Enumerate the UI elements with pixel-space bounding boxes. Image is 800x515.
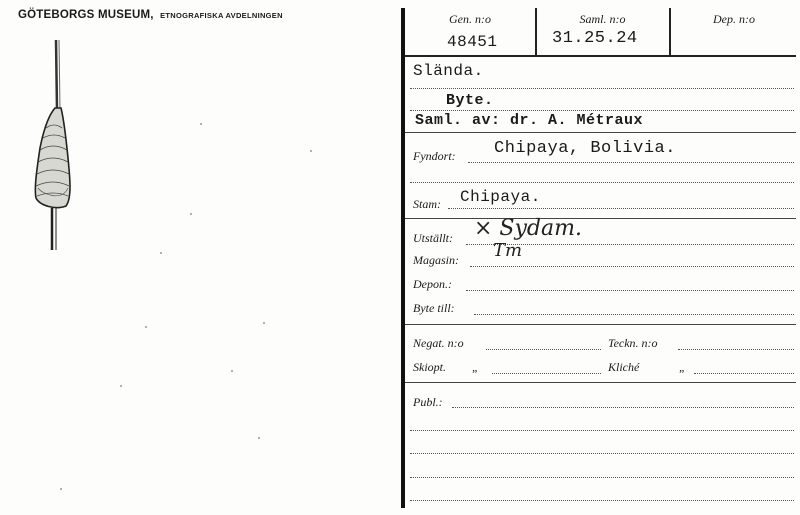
- kliche-ditto: „: [679, 360, 686, 374]
- dotted-rule: [678, 349, 794, 350]
- depon-label: Depon.:: [413, 277, 452, 291]
- saml-number-value: 31.25.24: [552, 29, 638, 48]
- utstallt-value: × Sydam.: [474, 216, 582, 241]
- dotted-rule: [410, 453, 794, 454]
- dotted-rule: [468, 162, 794, 163]
- gen-number-label: Gen. n:o: [449, 12, 491, 26]
- kliche-label: Kliché: [608, 360, 640, 374]
- magasin-value: Tm: [493, 240, 523, 261]
- teckn-label: Teckn. n:o: [608, 336, 658, 350]
- saml-number-label: Saml. n:o: [579, 12, 626, 26]
- stam-label: Stam:: [413, 197, 441, 211]
- acquisition-type: Byte.: [446, 92, 494, 109]
- byte-till-label: Byte till:: [413, 301, 455, 315]
- header-rule: [405, 55, 796, 57]
- skiopt-ditto: „: [472, 360, 479, 374]
- dotted-rule: [448, 208, 794, 209]
- publ-label: Publ.:: [413, 395, 443, 409]
- dotted-rule: [410, 182, 794, 183]
- skiopt-label: Skiopt.: [413, 360, 446, 374]
- dotted-rule: [410, 110, 794, 111]
- magasin-label: Magasin:: [413, 253, 459, 267]
- museum-header: [18, 9, 283, 21]
- museum-name: GÖTEBORGS MUSEUM,: [18, 9, 154, 21]
- dotted-rule: [410, 500, 794, 501]
- dotted-rule: [466, 290, 794, 291]
- dep-number-label: Dep. n:o: [713, 12, 755, 26]
- card-margin-rule: [401, 8, 405, 508]
- gen-number-value: 48451: [447, 33, 498, 51]
- fyndort-label: Fyndort:: [413, 149, 456, 163]
- section-rule: [405, 132, 796, 133]
- section-rule: [405, 218, 796, 219]
- dotted-rule: [486, 349, 601, 350]
- collector: Saml. av: dr. A. Métraux: [415, 112, 644, 129]
- section-rule: [405, 382, 796, 383]
- dotted-rule: [474, 314, 794, 315]
- fyndort-value: Chipaya, Bolivia.: [494, 139, 676, 158]
- column-divider: [669, 8, 671, 55]
- utstallt-label: Utställt:: [413, 231, 454, 245]
- dotted-rule: [694, 373, 794, 374]
- section-rule: [405, 324, 796, 325]
- stam-value: Chipaya.: [460, 188, 541, 206]
- department-name: ETNOGRAFISKA AVDELNINGEN: [160, 11, 283, 20]
- object-name: Slända.: [413, 62, 484, 80]
- dotted-rule: [410, 477, 794, 478]
- negat-label: Negat. n:o: [413, 336, 464, 350]
- dotted-rule: [492, 373, 601, 374]
- dotted-rule: [470, 266, 794, 267]
- dotted-rule: [410, 430, 794, 431]
- dotted-rule: [410, 88, 794, 89]
- dotted-rule: [452, 407, 794, 408]
- column-divider: [535, 8, 537, 55]
- spindle-illustration: [28, 38, 78, 258]
